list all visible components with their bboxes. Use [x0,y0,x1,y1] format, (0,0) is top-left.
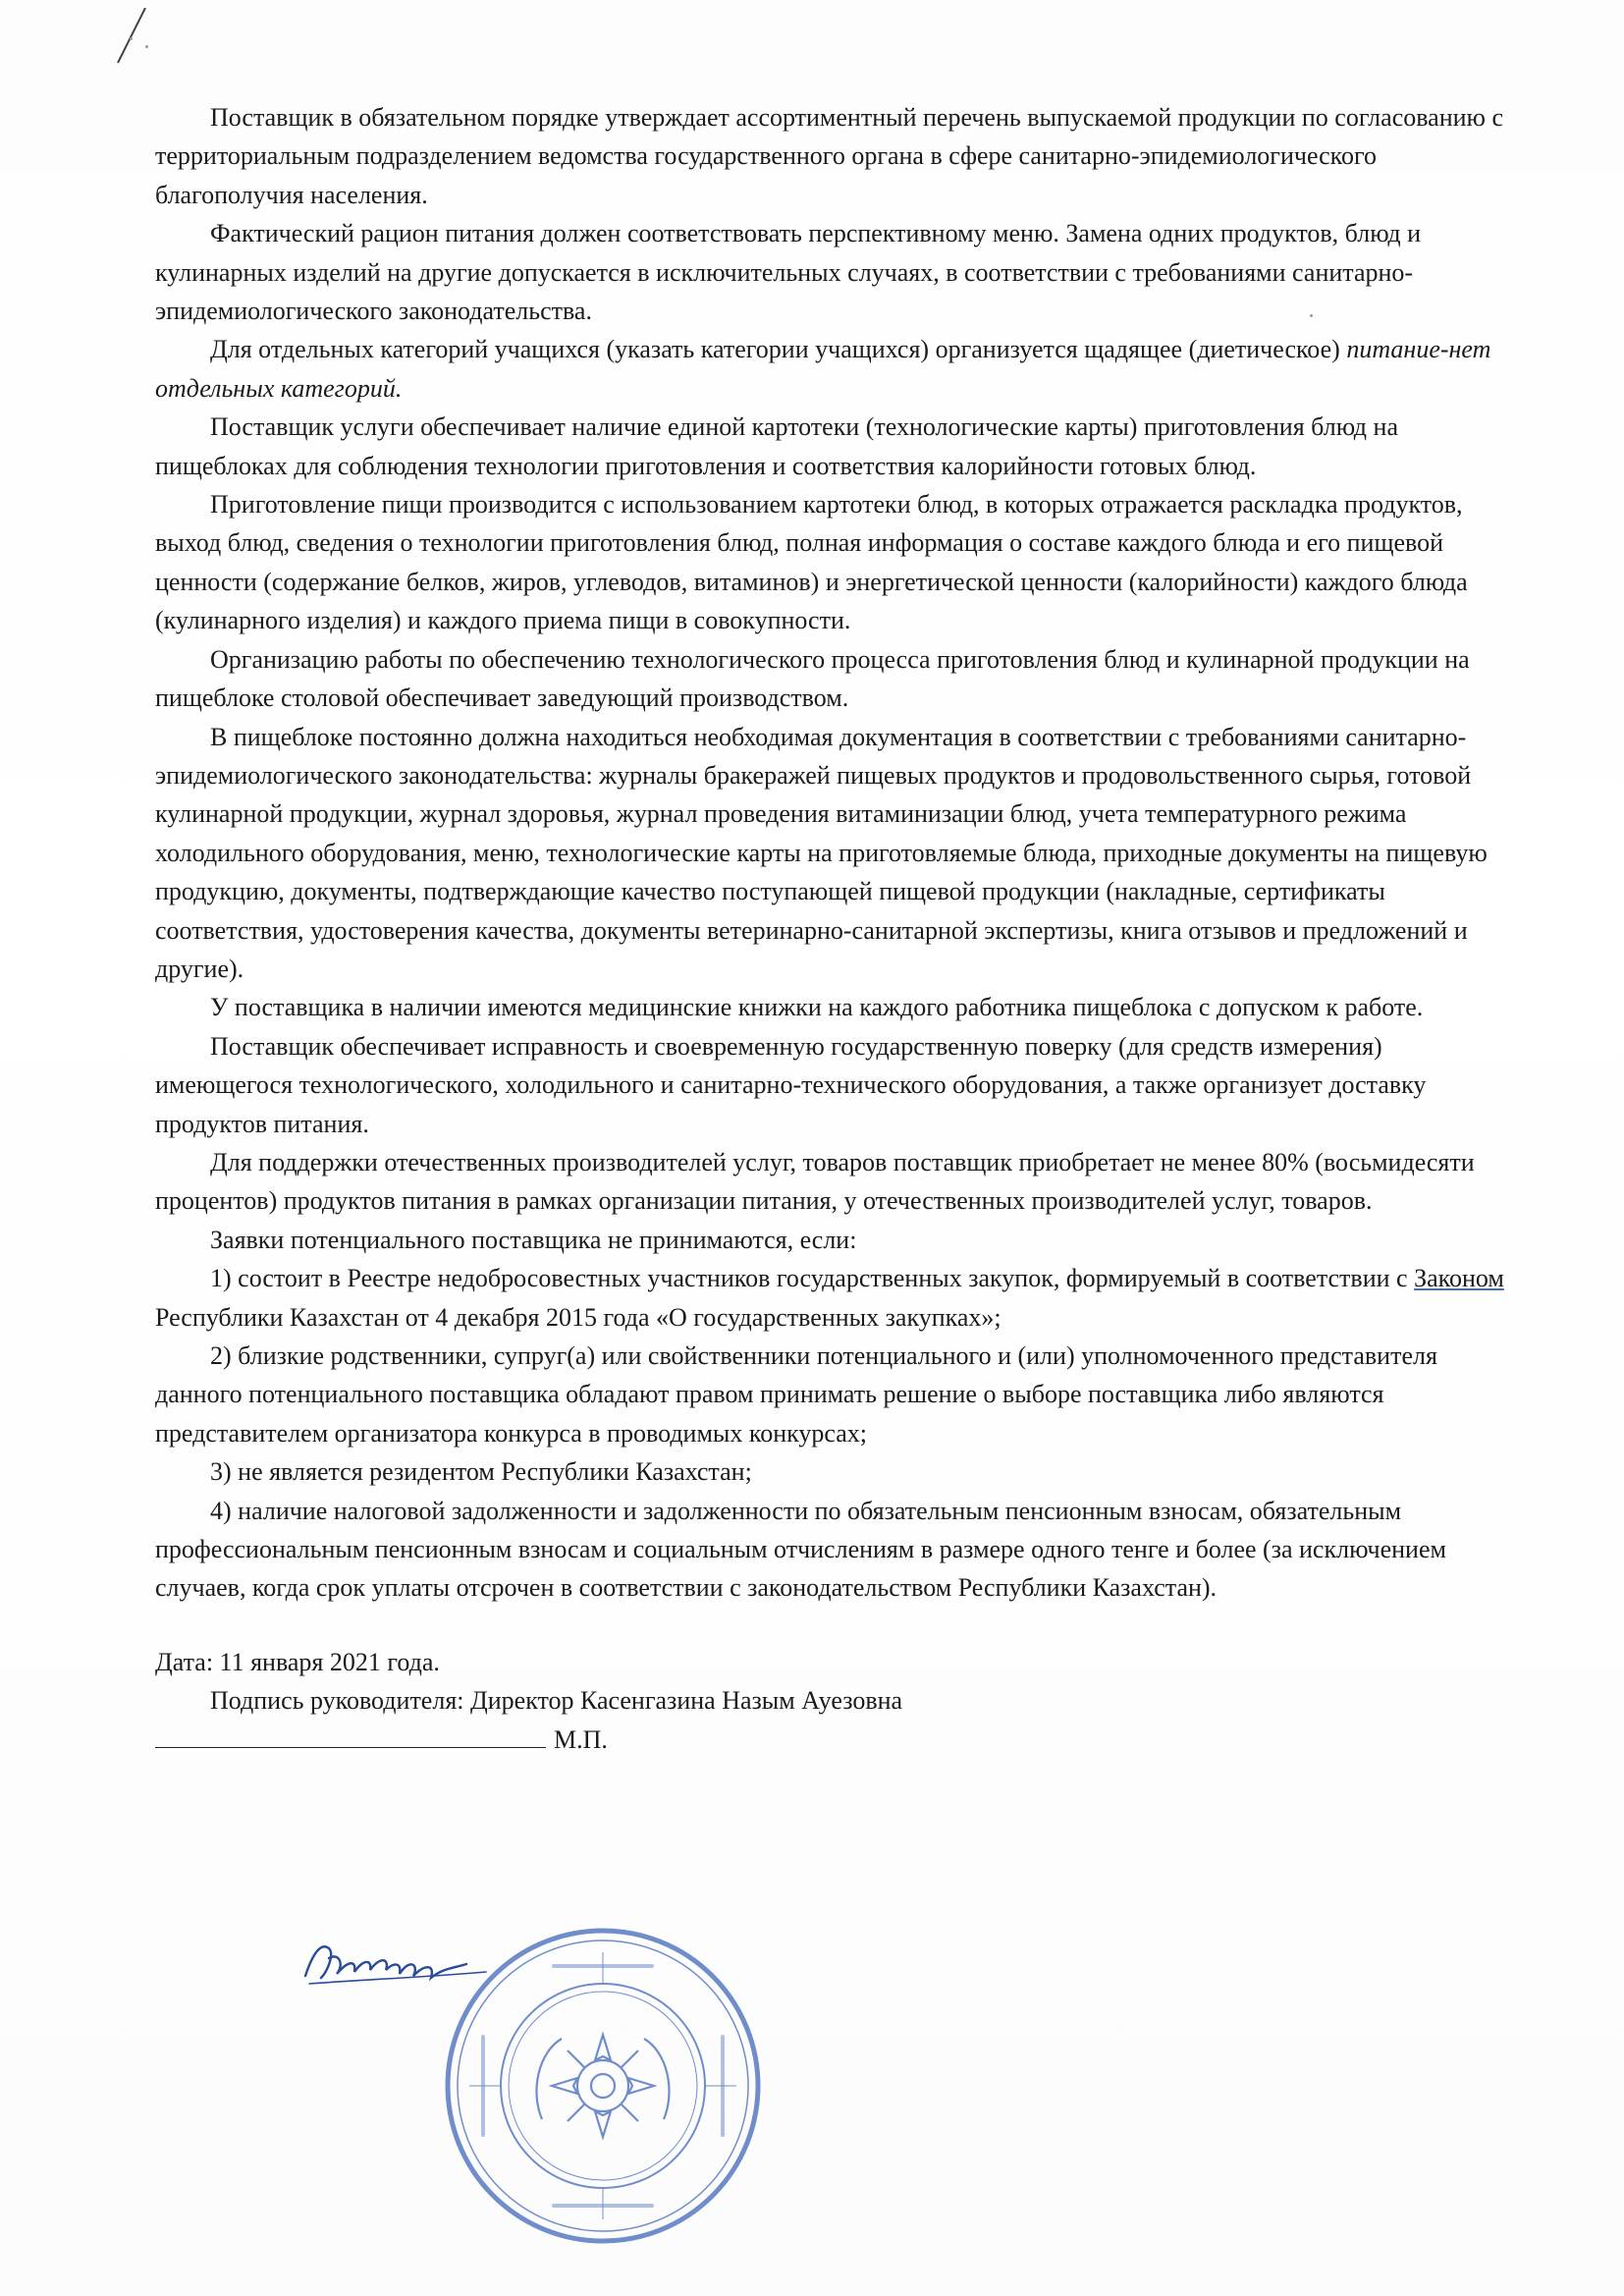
paragraph-assortment: Поставщик в обязательном порядке утверждает ассортиментный перечень выпускаемой продукции по согласованию с территориальным подразделением ведомства государственного органа в сфере санитарно-эпидемиологического благополучия населения. [155,103,1503,209]
list-item-1 [155,1259,1520,1337]
document-body [155,98,1520,1759]
paragraph-organization: Организацию работы по обеспечению технологического процесса приготовления блюд и кулинарной продукции на пищеблоке столовой обеспечивает заведующий производством. [155,644,1470,713]
signature-row [155,1721,1520,1759]
scan-corner-mark [86,8,165,67]
paragraph-cooking: Приготовление пищи производится с использованием картотеки блюд, в которых отражается раскладка продуктов, выход блюд, сведения о технологии приготовления блюд, полная информация о составе каждого блюда и его пищевой ценности (содержание белков, жиров, углеводов, витаминов) и энергетической ценности (калорийности) каждого блюда (кулинарного изделия) и каждого приема пищи в совокупности. [155,490,1468,635]
scan-speck [130,37,133,40]
seal-place-label: М.П. [554,1724,608,1754]
official-seal [442,1925,764,2247]
law-link[interactable]: Законом [1414,1264,1504,1293]
list-item-2: 2) близкие родственники, супруг(а) или свойственники потенциального и (или) уполномоченного представителя данного потенциального поставщика обладают правом принимать решение о выборе поставщика либо являются представителем организатора конкурса в проводимых конкурсах; [155,1341,1437,1448]
paragraph-documentation: В пищеблоке постоянно должна находиться необходимая документация в соответствии с требованиями санитарно-эпидемиологического законодательства: журналы бракеражей пищевых продуктов и продовольственного сырья, готовой кулинарной продукции, журнал здоровья, журнал проведения витаминизации блюд, учета температурного режима холодильного оборудования, меню, технологические карты на приготовляемые блюда, приходные документы на пищевую продукцию, документы, подтверждающие качество поступающей пищевой продукции (накладные, сертификаты соответствия, удостоверения качества, документы ветеринарно-санитарной экспертизы, книга отзывов и предложений и другие). [155,722,1488,983]
paragraph-special-diet [155,330,1520,408]
special-diet-text: Для отдельных категорий учащихся (указать категории учащихся) организуется щадящее (диетическое) [210,335,1347,364]
paragraph-medical-books: У поставщика в наличии имеются медицинские книжки на каждого работника пищеблока с допуском к работе. [210,993,1424,1022]
paragraph-diet-menu: Фактический рацион питания должен соответствовать перспективному меню. Замена одних продуктов, блюд и кулинарных изделий на другие допускается в исключительных случаях, в соответствии с требованиями санитарно-эпидемиологического законодательства. [155,219,1421,326]
paragraph-domestic-producers: Для поддержки отечественных производителей услуг, товаров поставщик приобретает не менее 80% (восьмидесяти процентов) продуктов питания в рамках организации питания, у отечественных производителей услуг, товаров. [155,1147,1475,1216]
document-date: Дата: 11 января 2021 года. [155,1647,440,1676]
signature-caption: Подпись руководителя: Директор Касенгазина Назым Ауезовна [210,1686,903,1716]
list-item-3: 3) не является резидентом Республики Казахстан; [210,1457,752,1487]
paragraph-rejection-intro: Заявки потенциального поставщика не принимаются, если: [210,1225,857,1254]
list-item-4: 4) наличие налоговой задолженности и задолженности по обязательным пенсионным взносам, обязательным профессиональным пенсионным взносам и социальным отчислениям в размере одного тенге и более (за исключением случаев, когда срок уплаты отсрочен в соответствии с законодательством Республики Казахстан). [155,1496,1446,1603]
paragraph-card-index: Поставщик услуги обеспечивает наличие единой картотеки (технологические карты) приготовления блюд на пищеблоках для соблюдения технологии приготовления и соответствия калорийности готовых блюд. [155,412,1398,480]
special-diet-italic: питание-нет отдельных категорий. [155,335,1491,403]
scan-speck [145,45,148,48]
signature-line [155,1723,546,1748]
list-item-1-prefix: 1) состоит в Реестре недобросовестных участников государственных закупок, формируемый в соответствии с [210,1264,1415,1293]
paragraph-equipment: Поставщик обеспечивает исправность и своевременную государственную поверку (для средств измерения) имеющегося технологического, холодильного и санитарно-технического оборудования, а также организует доставку продуктов питания. [155,1031,1427,1138]
list-item-1-suffix: Республики Казахстан от 4 декабря 2015 года «О государственных закупках»; [155,1302,1001,1332]
